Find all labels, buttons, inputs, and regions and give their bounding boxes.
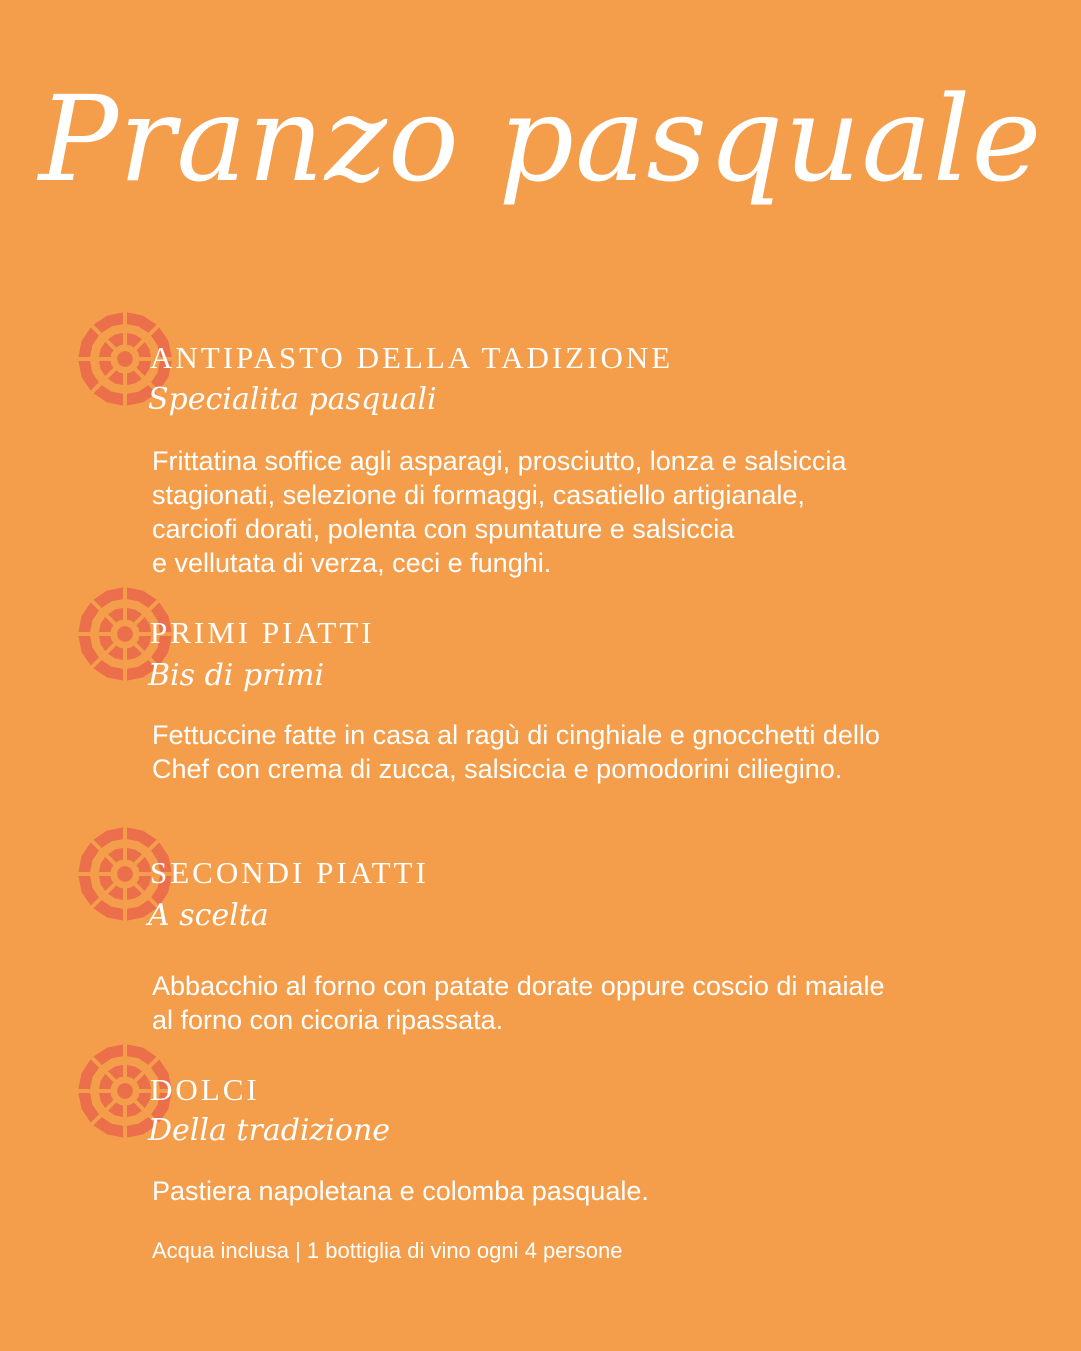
description-line: Abbacchio al forno con patate dorate oppure coscio di maiale	[152, 971, 885, 1001]
description-line: Chef con crema di zucca, salsiccia e pomodorini ciliegino.	[152, 754, 843, 784]
section-subtitle: Specialita pasquali	[148, 382, 437, 417]
description-line: Frittatina soffice agli asparagi, prosciutto, lonza e salsiccia	[152, 446, 847, 476]
section-title: PRIMI PIATTI	[150, 615, 375, 650]
description-line: al forno con cicoria ripassata.	[152, 1005, 504, 1035]
description-line: stagionati, selezione di formaggi, casatiello artigianale,	[152, 480, 805, 510]
section-subtitle: A scelta	[148, 898, 269, 933]
section-title: DOLCI	[150, 1072, 260, 1107]
description-line: Fettuccine fatte in casa al ragù di cinghiale e gnocchetti dello	[152, 720, 880, 750]
section-description	[152, 718, 880, 786]
section-description	[152, 969, 884, 1037]
description-line: Pastiera napoletana e colomba pasquale.	[152, 1176, 649, 1206]
section-subtitle: Della tradizione	[148, 1113, 391, 1148]
menu-title: Pranzo pasquale	[38, 70, 1043, 208]
section-title: SECONDI PIATTI	[150, 855, 429, 890]
section-title: ANTIPASTO DELLA TADIZIONE	[150, 340, 674, 375]
description-line: carciofi dorati, polenta con spuntature e salsiccia	[152, 514, 735, 544]
section-description	[152, 444, 846, 580]
section-description	[152, 1174, 649, 1208]
section-subtitle: Bis di primi	[148, 658, 325, 693]
description-line: e vellutata di verza, ceci e funghi.	[152, 548, 552, 578]
footer-note: Acqua inclusa | 1 bottiglia di vino ogni 4 persone	[152, 1238, 623, 1263]
